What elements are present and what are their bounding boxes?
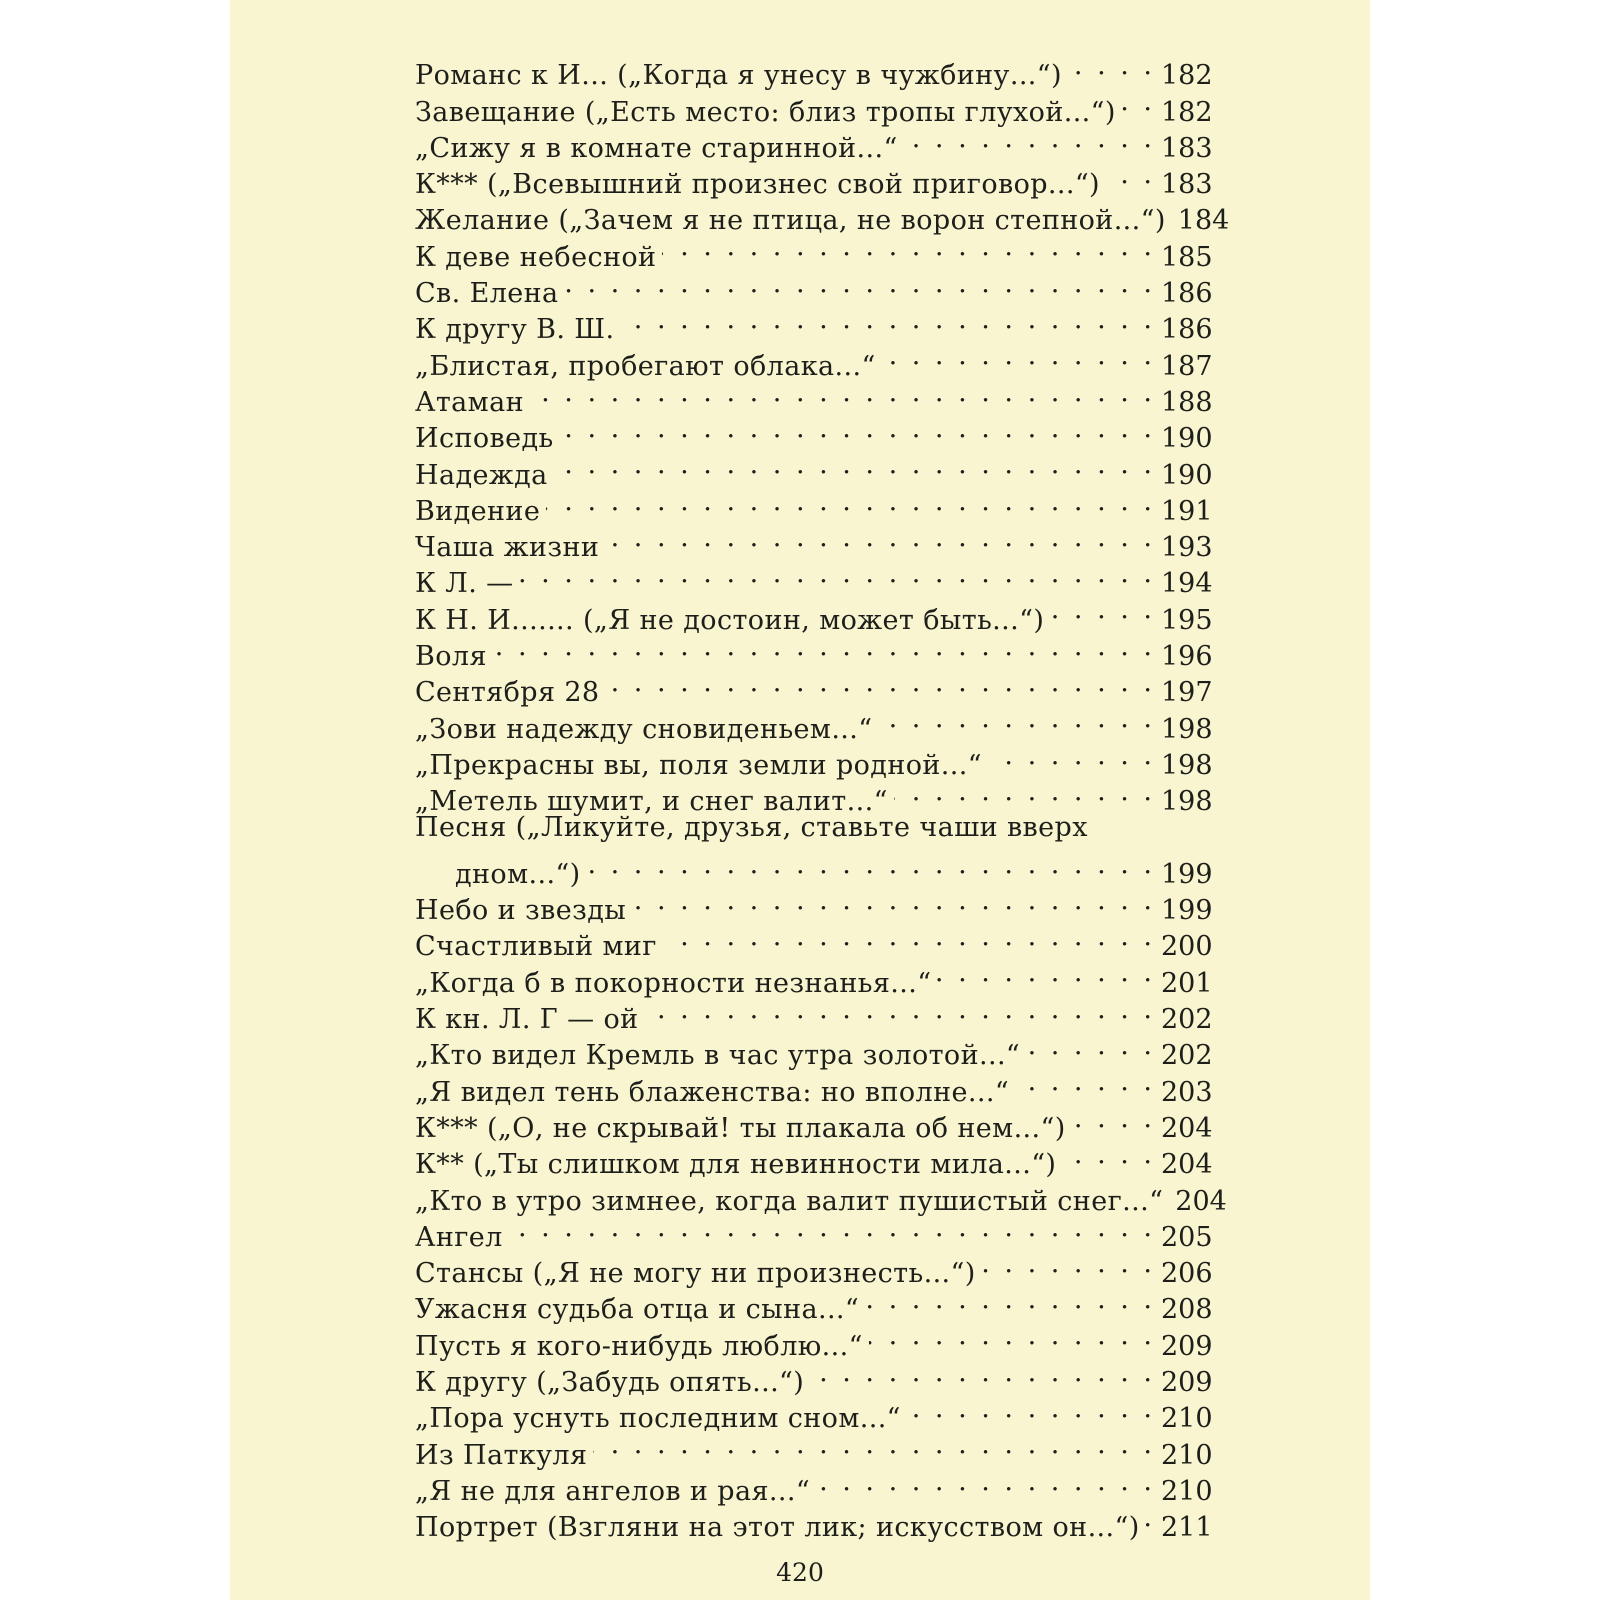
entry-page: 196 xyxy=(1161,641,1213,673)
entry-title: Желание („Зачем я не птица, не ворон степной...“) xyxy=(415,205,1166,237)
entry-page: 210 xyxy=(1161,1403,1213,1435)
page-number: 420 xyxy=(776,1558,824,1587)
leader-dots xyxy=(593,1427,1155,1463)
entry-title-continued: дном...“) xyxy=(455,858,581,890)
leader-dots xyxy=(645,992,1155,1028)
entry-page: 202 xyxy=(1161,1004,1213,1036)
entry-page: 182 xyxy=(1161,60,1213,92)
leader-dots xyxy=(493,629,1155,665)
entry-title: „Прекрасны вы, поля земли родной...“ xyxy=(415,749,982,781)
leader-dots xyxy=(1122,84,1155,120)
entry-page: 182 xyxy=(1161,96,1213,128)
entry-page: 191 xyxy=(1161,495,1213,527)
entry-page: 198 xyxy=(1161,749,1213,781)
leader-dots xyxy=(982,1246,1155,1282)
entry-title: Атаман xyxy=(415,386,524,418)
leader-dots xyxy=(565,266,1155,302)
toc-entry-wrapped-line1 xyxy=(415,810,1211,846)
entry-page: 197 xyxy=(1161,677,1213,709)
entry-page: 187 xyxy=(1161,350,1213,382)
entry-page: 183 xyxy=(1161,169,1213,201)
leader-dots xyxy=(520,556,1155,592)
leader-dots xyxy=(882,338,1155,374)
entry-page: 209 xyxy=(1161,1330,1213,1362)
entry-title: „Сижу я в комнате старинной...“ xyxy=(415,132,898,164)
leader-dots xyxy=(1050,592,1155,628)
entry-page: 188 xyxy=(1161,386,1213,418)
entry-title: К деве небесной xyxy=(415,241,657,273)
entry-page: 210 xyxy=(1161,1475,1213,1507)
leader-dots xyxy=(1026,1028,1155,1064)
entry-page: 203 xyxy=(1161,1076,1213,1108)
entry-title: К Н. И....... („Я не достоин, может быть...“) xyxy=(415,604,1045,636)
entry-page: 195 xyxy=(1161,604,1213,636)
entry-title: „Кто в утро зимнее, когда валит пушистый снег...“ xyxy=(415,1185,1164,1217)
entry-page: 198 xyxy=(1161,713,1213,745)
entry-title: Надежда xyxy=(415,459,548,491)
entry-title: „Кто видел Кремль в час утра золотой...“ xyxy=(415,1040,1021,1072)
leader-dots xyxy=(606,665,1155,701)
toc-entry xyxy=(415,665,1213,709)
entry-page: 183 xyxy=(1161,132,1213,164)
entry-page: 193 xyxy=(1161,532,1213,564)
entry-title: Видение xyxy=(415,495,541,527)
entry-title: Чаша жизни xyxy=(415,532,600,564)
entry-title: К кн. Л. Г — ой xyxy=(415,1004,639,1036)
leader-dots xyxy=(878,701,1155,737)
entry-title: Портрет (Взгляни на этот лик; искусством он...“) xyxy=(415,1512,1140,1544)
leader-dots xyxy=(554,447,1155,483)
entry-title: Исповедь xyxy=(415,423,554,455)
leader-dots xyxy=(509,1210,1155,1246)
entry-title: „Когда б в покорности незнанья...“ xyxy=(415,967,932,999)
leader-dots xyxy=(530,375,1155,411)
entry-title: Воля xyxy=(415,641,487,673)
leader-dots xyxy=(904,121,1155,157)
leader-dots xyxy=(988,738,1155,774)
leader-dots xyxy=(621,302,1156,338)
entry-title: Романс к И... („Когда я унесу в чужбину...“) xyxy=(415,60,1062,92)
entry-title: Ужасня судьба отца и сына...“ xyxy=(415,1294,860,1326)
entry-title: „Блистая, пробегают облака...“ xyxy=(415,350,876,382)
leader-dots xyxy=(587,847,1155,883)
entry-page: 184 xyxy=(1177,205,1230,237)
entry-page: 190 xyxy=(1161,423,1213,455)
entry-title: „Метель шумит, и снег валит...“ xyxy=(415,786,888,818)
entry-page: 204 xyxy=(1175,1185,1227,1217)
entry-title: Пусть я кого-нибудь люблю...“ xyxy=(415,1330,863,1362)
leader-dots xyxy=(1106,157,1155,193)
leader-dots xyxy=(907,1391,1155,1427)
toc-entry xyxy=(415,629,1213,673)
entry-page: 199 xyxy=(1161,895,1213,927)
leader-dots xyxy=(869,1318,1155,1354)
leader-dots xyxy=(1072,1101,1155,1137)
toc-entry xyxy=(415,556,1213,600)
entry-title: К Л. — xyxy=(415,568,514,600)
entry-page: 185 xyxy=(1161,241,1213,273)
leader-dots xyxy=(1068,48,1155,84)
entry-page: 210 xyxy=(1161,1439,1213,1471)
entry-title: Сентября 28 xyxy=(415,677,600,709)
entry-page: 190 xyxy=(1161,459,1213,491)
entry-title: К*** („О, не скрывай! ты плакала об нем...“) xyxy=(415,1112,1066,1144)
leader-dots xyxy=(605,520,1155,556)
entry-page: 186 xyxy=(1161,278,1213,310)
entry-title: Стансы („Я не могу ни произнесть...“) xyxy=(415,1258,976,1290)
leader-dots xyxy=(546,484,1155,520)
entry-title: Св. Елена xyxy=(415,278,559,310)
table-of-contents xyxy=(415,48,1230,1544)
leader-dots xyxy=(810,1355,1155,1391)
entry-title: Завещание („Есть место: близ тропы глухой...“) xyxy=(415,96,1116,128)
entry-title: „Зови надежду сновиденьем...“ xyxy=(415,713,873,745)
leader-dots xyxy=(560,411,1155,447)
entry-title: К другу („Забудь опять...“) xyxy=(415,1366,805,1398)
entry-page: 205 xyxy=(1161,1221,1213,1253)
leader-dots xyxy=(662,229,1155,265)
leader-dots xyxy=(816,1464,1155,1500)
entry-title: К другу В. Ш. xyxy=(415,314,615,346)
entry-page: 209 xyxy=(1161,1366,1213,1398)
leader-dots xyxy=(1146,1500,1155,1536)
entry-page: 202 xyxy=(1161,1040,1213,1072)
entry-title: Из Паткуля xyxy=(415,1439,588,1471)
entry-title: „Я не для ангелов и рая...“ xyxy=(415,1475,811,1507)
entry-page: 199 xyxy=(1161,858,1213,890)
leader-dots xyxy=(894,774,1155,810)
entry-title: К** („Ты слишком для невинности мила...“) xyxy=(415,1149,1057,1181)
book-page xyxy=(230,0,1370,1600)
leader-dots xyxy=(937,955,1155,991)
entry-page: 200 xyxy=(1161,931,1213,963)
entry-page: 194 xyxy=(1161,568,1213,600)
entry-title: „Пора уснуть последним сном...“ xyxy=(415,1403,901,1435)
entry-page: 198 xyxy=(1161,786,1213,818)
entry-page: 186 xyxy=(1161,314,1213,346)
entry-title: „Я видел тень блаженства: но вполне...“ xyxy=(415,1076,1010,1108)
entry-page: 204 xyxy=(1161,1149,1213,1181)
entry-page: 206 xyxy=(1161,1258,1213,1290)
leader-dots xyxy=(1062,1137,1155,1173)
entry-page: 211 xyxy=(1161,1512,1213,1544)
leader-dots xyxy=(865,1282,1155,1318)
leader-dots xyxy=(632,883,1155,919)
entry-page: 208 xyxy=(1161,1294,1213,1326)
toc-entry xyxy=(415,1246,1213,1290)
entry-title: Песня („Ликуйте, друзья, ставьте чаши вверх xyxy=(415,812,1088,844)
toc-entry xyxy=(415,375,1213,418)
leader-dots xyxy=(663,919,1155,955)
leader-dots xyxy=(1015,1064,1155,1100)
entry-title: Небо и звезды xyxy=(415,895,627,927)
entry-title: К*** („Всевышний произнес свой приговор...“) xyxy=(415,169,1100,201)
entry-page: 201 xyxy=(1161,967,1213,999)
toc-entry xyxy=(415,411,1213,455)
entry-title: Счастливый миг xyxy=(415,931,657,963)
toc-entry-wrapped-line2 xyxy=(415,847,1213,890)
entry-page: 204 xyxy=(1161,1112,1213,1144)
toc-entry xyxy=(415,1210,1213,1253)
toc-entry xyxy=(415,592,1213,636)
entry-title: Ангел xyxy=(415,1221,503,1253)
toc-entry xyxy=(415,48,1213,92)
